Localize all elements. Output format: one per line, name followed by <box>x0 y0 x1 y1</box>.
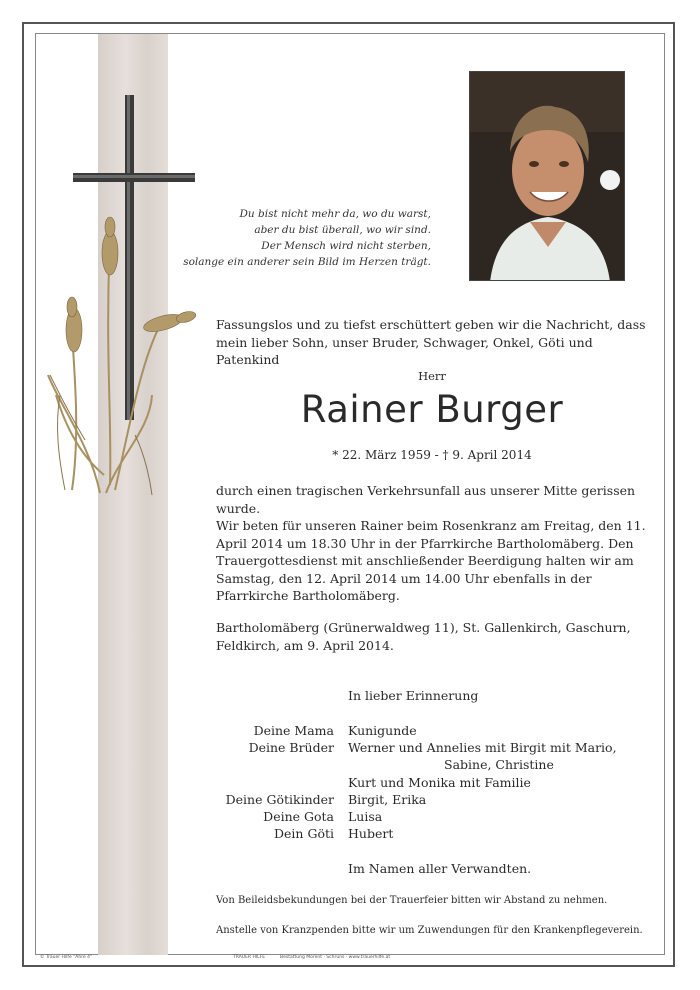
memory-heading: In lieber Erinnerung <box>348 688 479 703</box>
wreaths-note: Anstelle von Kranzpenden bitte wir um Zuwendungen für den Krankenpflegeverein. <box>216 925 643 936</box>
mourner-row <box>196 722 617 739</box>
mourner-role <box>196 774 348 791</box>
footer-brand: TRAUER HILFE <box>233 955 266 960</box>
mourner-role: Deine Götikinder <box>225 791 334 807</box>
portrait-photo <box>469 71 625 281</box>
salutation: Herr <box>418 369 446 383</box>
mourner-names: Kurt und Monika mit Familie <box>348 774 531 790</box>
footer-undertaker: Bestattung Morent · Schruns · www.trauerhilfe.at <box>280 955 391 960</box>
mourner-role: Deine Brüder <box>248 740 334 756</box>
announcement-intro: Fassungslos und zu tiefst erschüttert geben wir die Nachricht, dass mein lieber Sohn, unser Bruder, Schwager, Onkel, Göti und Patenkind <box>216 317 646 367</box>
quote-line: aber du bist überall, wo wir sind. <box>254 224 431 236</box>
mourner-row <box>196 739 617 756</box>
mourner-row <box>196 808 617 825</box>
quote-line: Der Mensch wird nicht sterben, <box>261 240 431 252</box>
mourner-role: Deine Mama <box>253 723 334 738</box>
condolences-note: Von Beileidsbekundungen bei der Trauerfeier bitten wir Abstand zu nehmen. <box>216 895 608 906</box>
place-and-date: Bartholomäberg (Grünerwaldweg 11), St. Gallenkirch, Gaschurn, Feldkirch, am 9. April 2014. <box>216 620 631 653</box>
mourner-names: Kunigunde <box>348 723 417 738</box>
mourner-role <box>196 756 348 773</box>
footer-copyright: © Trauer Hilfe "Ähre 4" <box>40 955 93 960</box>
deceased-name: Rainer Burger <box>300 388 564 431</box>
mourner-names: Hubert <box>348 826 394 842</box>
mourner-names: Birgit, Erika <box>348 791 427 807</box>
life-dates: * 22. März 1959 - † 9. April 2014 <box>332 448 532 462</box>
memorial-quote <box>180 206 431 270</box>
quote-line: solange ein anderer sein Bild im Herzen trägt. <box>183 256 431 268</box>
mourner-names: Luisa <box>348 809 383 825</box>
service-details: Wir beten für unseren Rainer beim Rosenkranz am Freitag, den 11. April 2014 um 18.30 Uhr in der Pfarrkirche Bartholomäberg. Den Trauergottesdienst mit anschließender Beerdigung halten wir am Samstag, den 12. April 2014 um 14.00 Uhr ebenfalls in der Pfarrkirche Bartholomäberg. <box>216 518 646 603</box>
cross-icon <box>40 95 210 500</box>
relatives-signature: Im Namen aller Verwandten. <box>348 861 532 876</box>
mourners-list <box>196 722 617 842</box>
mourner-row <box>196 825 617 842</box>
portrait-image <box>470 72 625 281</box>
cause-of-death: durch einen tragischen Verkehrsunfall aus unserer Mitte gerissen wurde. <box>216 483 636 516</box>
mourner-role: Deine Gota <box>263 809 334 825</box>
mourner-names: Werner und Annelies mit Birgit mit Mario, <box>348 740 617 756</box>
mourner-row <box>196 756 617 773</box>
mourner-names: Sabine, Christine <box>444 757 554 773</box>
mourner-role: Dein Göti <box>274 826 334 842</box>
mourner-row <box>196 791 617 808</box>
quote-line: Du bist nicht mehr da, wo du warst, <box>239 208 431 220</box>
mourner-row <box>196 774 617 791</box>
